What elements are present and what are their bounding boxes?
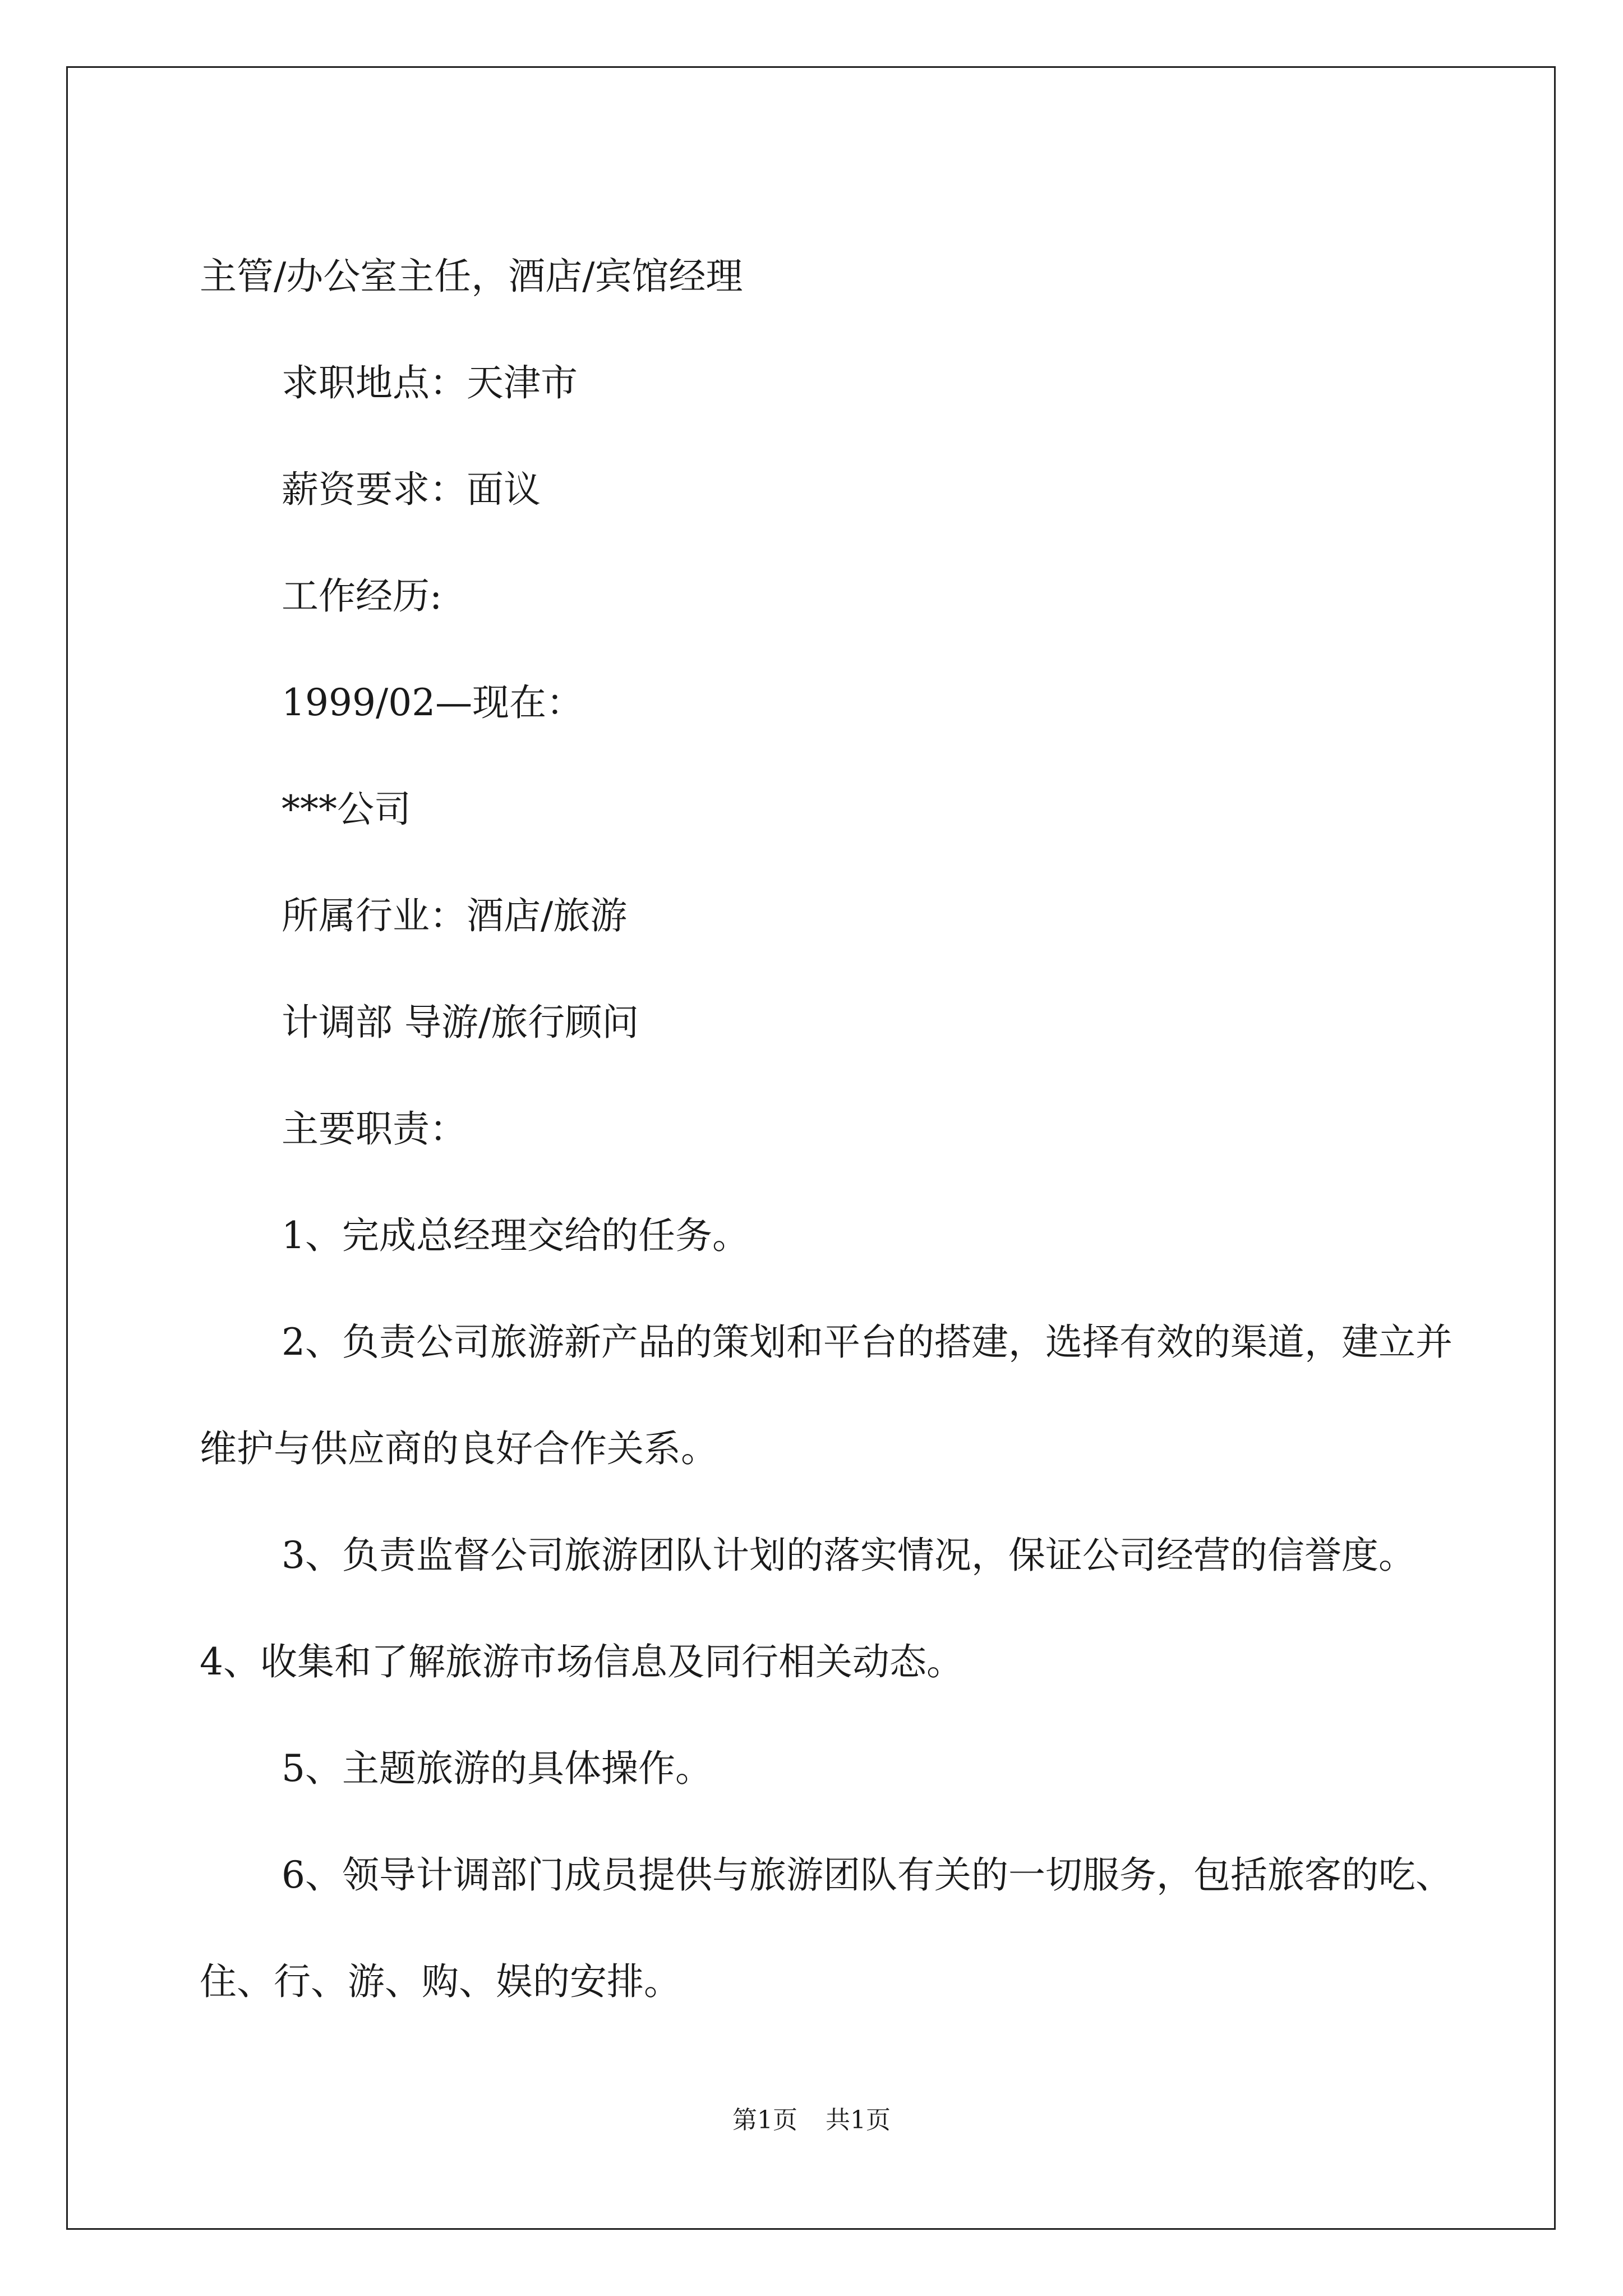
work-period-line: 1999/02—现在： — [282, 681, 584, 724]
page-footer — [0, 2104, 1623, 2137]
page-number: 第1页 — [732, 2106, 797, 2134]
duty-item-2: 2、负责公司旅游新产品的策划和平台的搭建，选择有效的渠道，建立并维护与供应商的良好合作关系。 — [200, 1320, 1453, 1470]
page-total: 共1页 — [826, 2106, 891, 2134]
duty-item-1: 1、完成总经理交给的任务。 — [282, 1214, 749, 1257]
duty-item-3-4: 3、负责监督公司旅游团队计划的落实情况，保证公司经营的信誉度。 4、收集和了解旅游市场信息及同行相关动态。 — [200, 1534, 1415, 1683]
resume-location-line: 求职地点：天津市 — [282, 361, 578, 404]
document-body — [200, 223, 1484, 2035]
duties-heading: 主要职责： — [282, 1107, 467, 1151]
duty-item-6: 6、领导计调部门成员提供与旅游团队有关的一切服务，包括旅客的吃、住、行、游、购、娱的安排。 — [200, 1853, 1453, 2003]
work-history-heading: 工作经历: — [282, 574, 442, 618]
resume-salary-line: 薪资要求：面议 — [282, 468, 541, 511]
department-role-line: 计调部 导游/旅行顾问 — [282, 1001, 639, 1044]
duty-item-5: 5、主题旅游的具体操作。 — [282, 1747, 712, 1790]
resume-position-line: 主管/办公室主任，酒店/宾馆经理 — [200, 255, 743, 298]
industry-line: 所属行业：酒店/旅游 — [282, 894, 628, 937]
company-name-line: ***公司 — [282, 788, 411, 831]
